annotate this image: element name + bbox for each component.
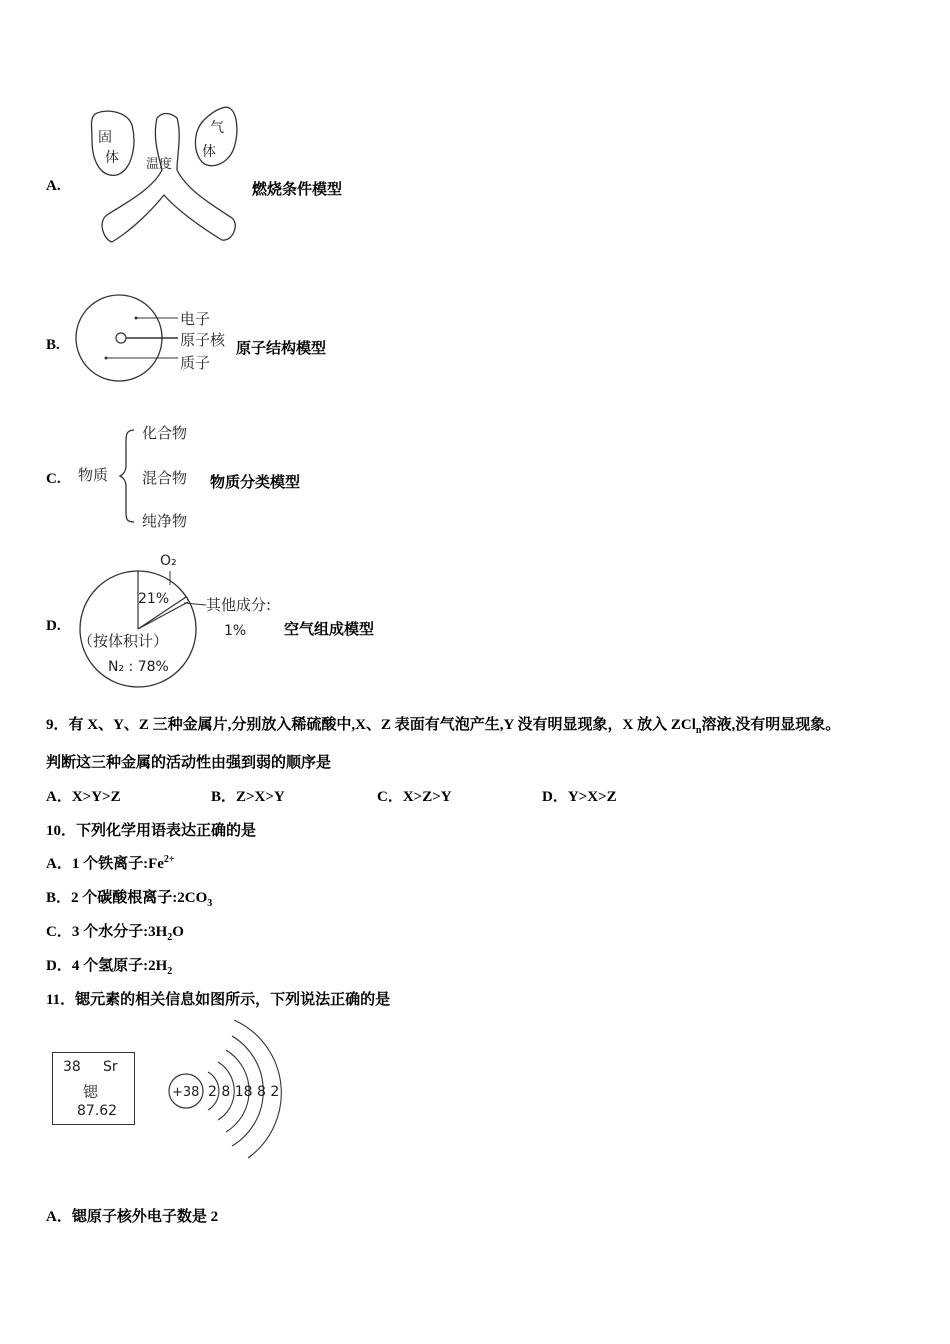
element-name: 锶 bbox=[83, 1083, 99, 1101]
q10-option-d: D．4 个氢原子$:2H_2$ bbox=[46, 958, 173, 977]
n2-label: N₂ : 78% bbox=[108, 659, 169, 675]
atomic-number: 38 bbox=[63, 1059, 81, 1075]
q10-option-b: B．2 个碳酸根离子$:2CO_3$ bbox=[46, 890, 213, 909]
combustion-model-diagram bbox=[82, 100, 242, 248]
option-c-caption: 物质分类模型 bbox=[210, 475, 301, 491]
option-b-caption: 原子结构模型 bbox=[236, 341, 327, 357]
by-volume-note: （按体积计） bbox=[78, 632, 169, 650]
element-symbol: Sr bbox=[103, 1059, 118, 1075]
strontium-element-card bbox=[52, 1052, 135, 1125]
option-d-letter: D. bbox=[46, 618, 61, 634]
matter-root-label: 物质 bbox=[78, 466, 109, 484]
option-c-letter: C. bbox=[46, 471, 61, 487]
gas-label-1: 气 bbox=[210, 120, 224, 136]
nucleus-charge: +38 bbox=[172, 1085, 200, 1100]
atom-structure-diagram bbox=[74, 294, 244, 384]
option-a-caption: 燃烧条件模型 bbox=[252, 182, 343, 198]
temperature-label: 温度 bbox=[146, 157, 173, 172]
q11-option-a: A．锶原子核外电子数是 2 bbox=[46, 1209, 219, 1225]
q9-stem-line-2: 判断这三种金属的活动性由强到弱的顺序是 bbox=[46, 755, 332, 771]
air-composition-pie-chart bbox=[74, 545, 284, 693]
compound-label: 化合物 bbox=[142, 424, 188, 442]
pure-substance-label: 纯净物 bbox=[142, 512, 188, 530]
atomic-mass: 87.62 bbox=[77, 1103, 118, 1119]
q11-stem: 11．锶元素的相关信息如图所示，下列说法正确的是 bbox=[46, 992, 391, 1008]
proton-label: 质子 bbox=[180, 354, 211, 372]
q9-option-a: A．X>Y>Z bbox=[46, 789, 121, 805]
option-d-caption: 空气组成模型 bbox=[284, 622, 375, 638]
other-percent: 1% bbox=[224, 623, 247, 639]
q9-stem-line-1: 9．有 X、Y、Z 三种金属片,分别放入稀硫酸中,X、Z 表面有气泡产生,Y 没有明显现象，X 放入 ZCl$_n$溶液,没有明显现象。 bbox=[46, 717, 841, 736]
option-a-letter: A. bbox=[46, 178, 61, 194]
solid-label-2: 体 bbox=[105, 150, 119, 166]
q9-option-c: C．X>Z>Y bbox=[377, 789, 452, 805]
matter-classification-diagram bbox=[74, 418, 209, 534]
nucleus-label: 原子核 bbox=[180, 331, 226, 349]
gas-label-2: 体 bbox=[202, 144, 216, 160]
other-components-label: 其他成分: bbox=[206, 596, 272, 614]
solid-label-1: 固 bbox=[98, 130, 112, 146]
option-b-letter: B. bbox=[46, 337, 60, 353]
q9-option-d: D．Y>X>Z bbox=[542, 789, 617, 805]
q10-option-a: A．1 个铁离子$:Fe^{2+}$ bbox=[46, 854, 175, 872]
o2-label: O₂ bbox=[160, 553, 177, 569]
mixture-label: 混合物 bbox=[142, 469, 188, 487]
o2-percent: 21% bbox=[138, 591, 170, 607]
electron-shells: 2 8 18 8 2 bbox=[208, 1084, 280, 1100]
q10-option-c: C．3 个水分子$:3H_2O$ bbox=[46, 924, 184, 943]
strontium-atom-structure-diagram bbox=[162, 1012, 292, 1162]
q9-option-b: B．Z>X>Y bbox=[211, 789, 285, 805]
q10-stem: 10．下列化学用语表达正确的是 bbox=[46, 823, 257, 839]
electron-label: 电子 bbox=[180, 310, 211, 328]
